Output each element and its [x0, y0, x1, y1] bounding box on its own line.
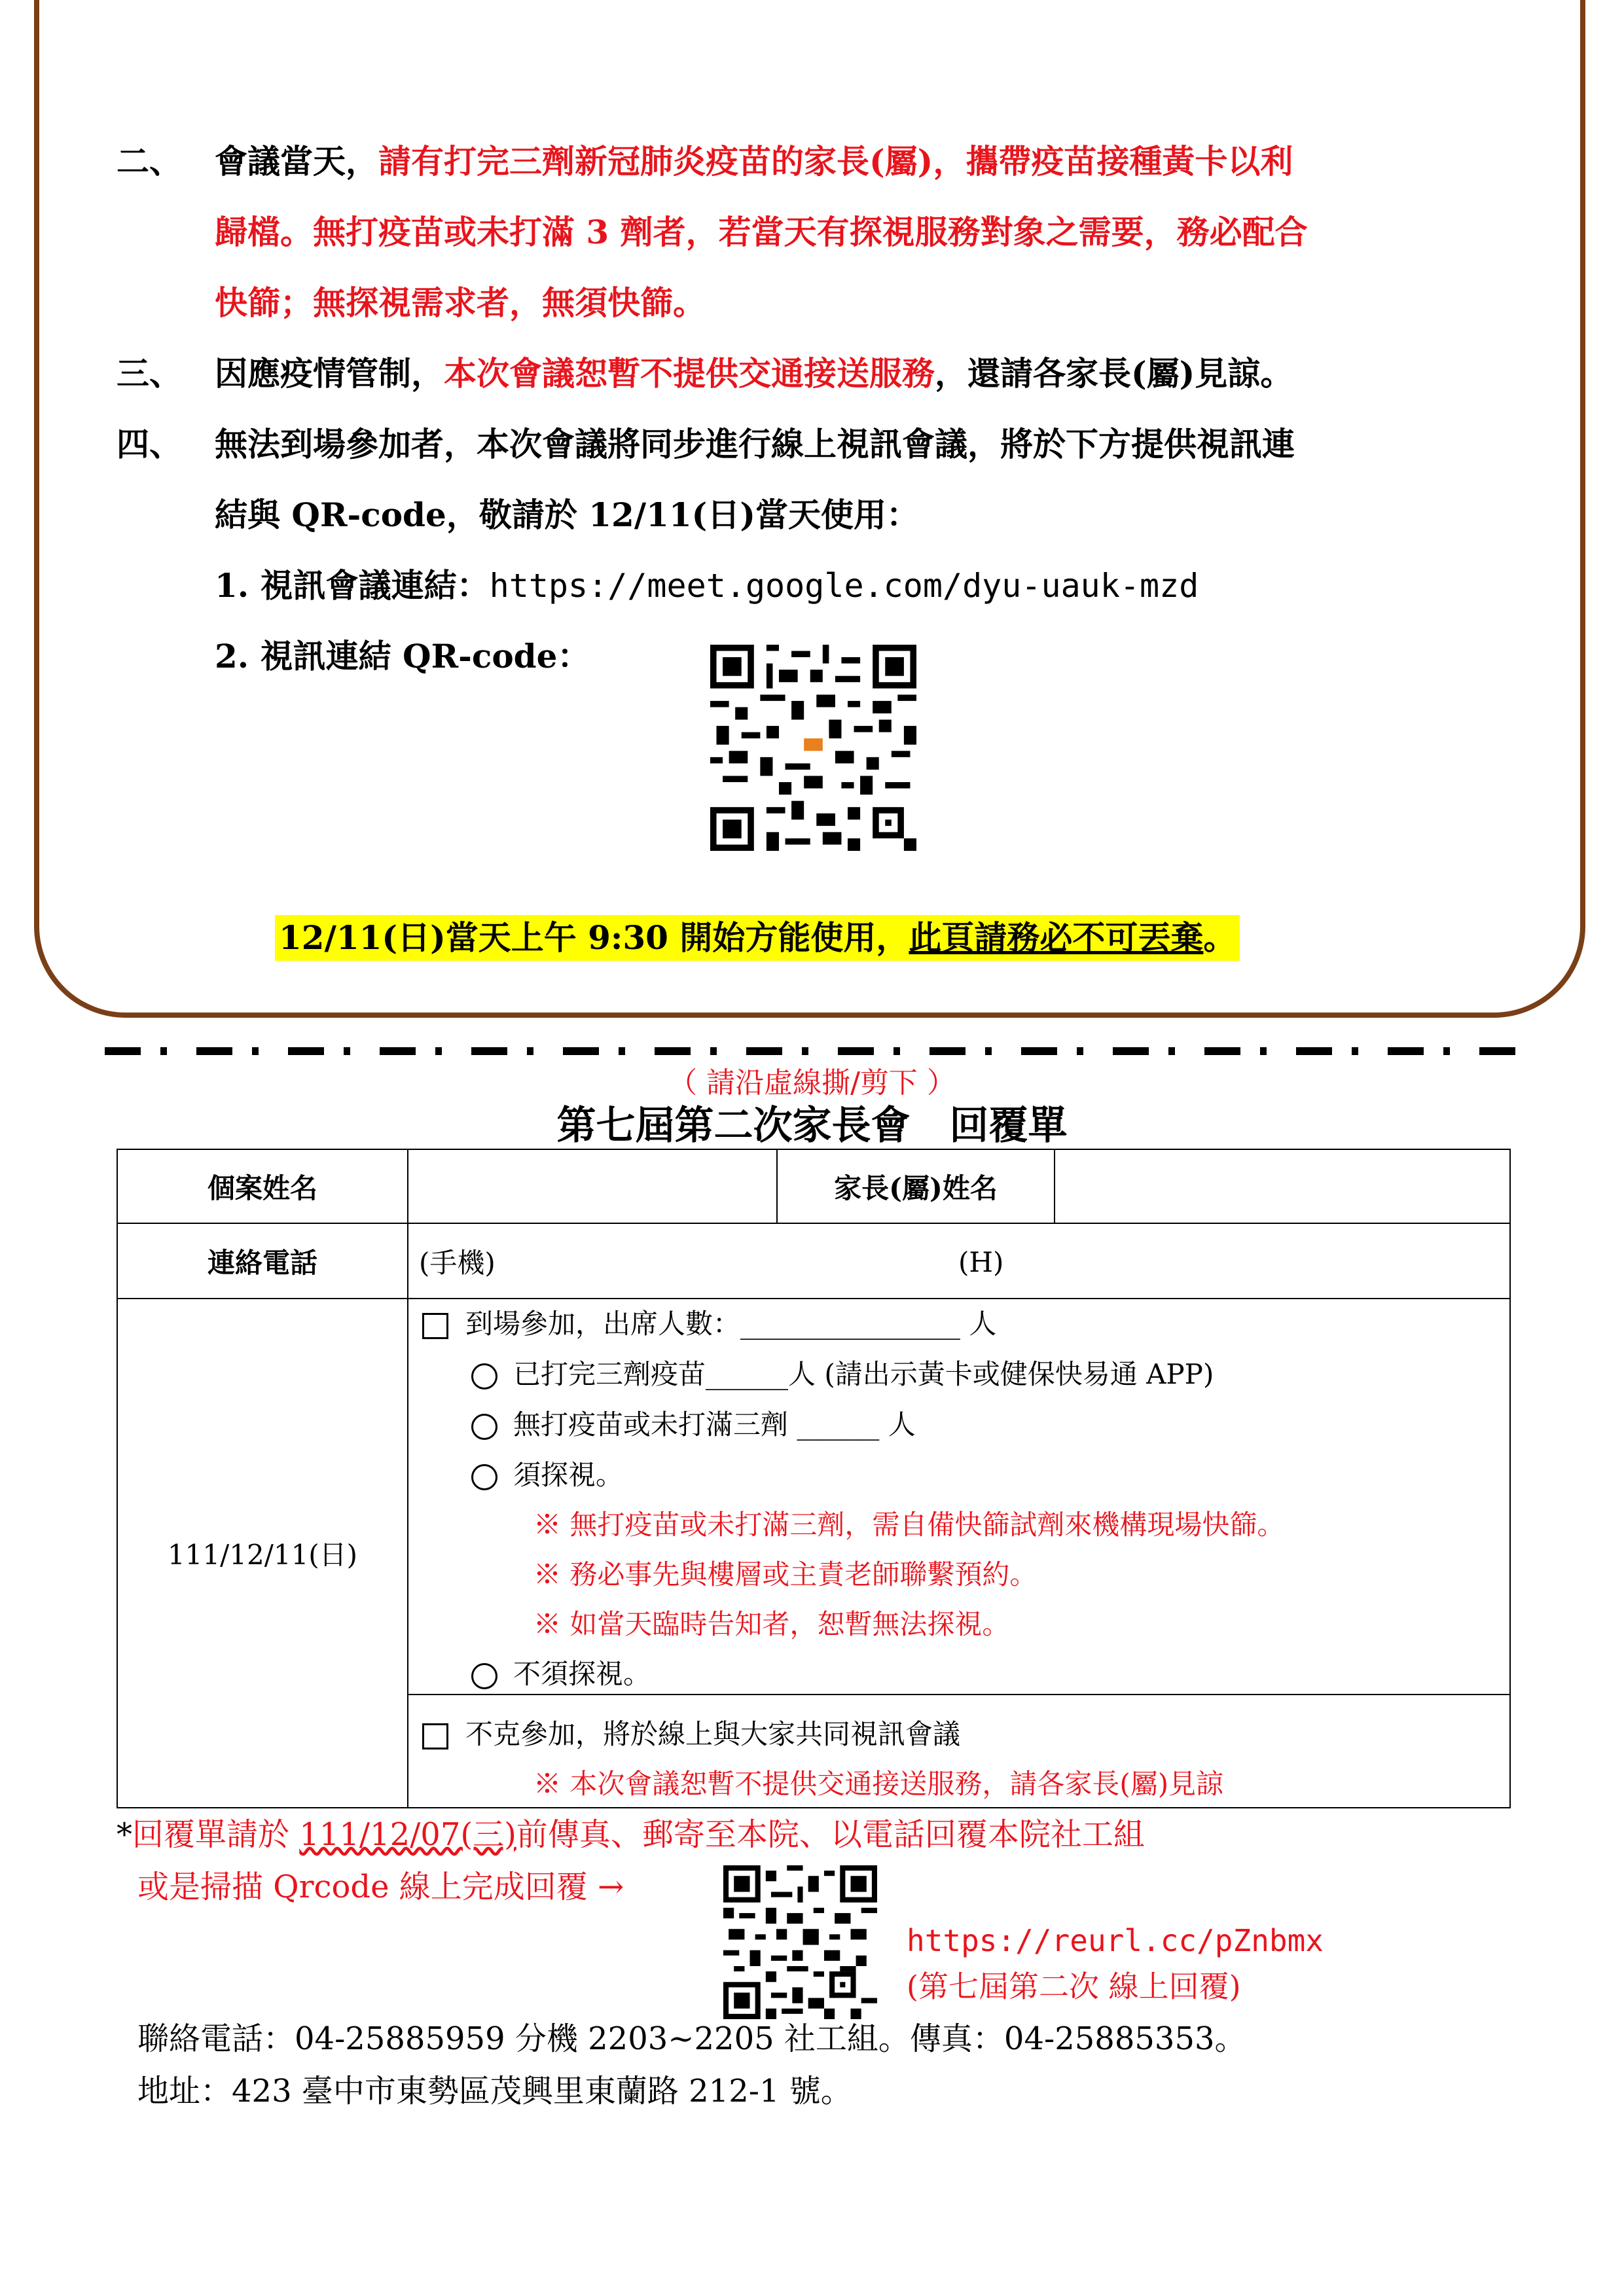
visit-radio[interactable] — [471, 1464, 497, 1490]
phone-field[interactable] — [408, 1223, 1510, 1299]
contact-info: 聯絡電話：04-25885959 分機 2203~2205 社工組。傳真：04-25885353。 — [137, 2020, 1246, 2057]
not-vaccinated-option[interactable] — [471, 1405, 916, 1444]
no-visit-option[interactable] — [471, 1655, 651, 1694]
case-name-field[interactable] — [408, 1149, 777, 1223]
visit-note-2: ※ 務必事先與樓層或主責老師聯繫預約。 — [533, 1558, 1038, 1590]
parent-name-field[interactable] — [1055, 1149, 1510, 1223]
date-label: 111/12/11(日) — [117, 1299, 408, 1808]
item3-line — [215, 351, 1293, 397]
case-name-label: 個案姓名 — [117, 1149, 408, 1223]
reply-qr-code-icon[interactable] — [723, 1865, 877, 2019]
decline-checkbox[interactable] — [422, 1723, 448, 1749]
item2-line3: 快篩；無探視需求者，無須快篩。 — [215, 283, 706, 322]
mobile-label: (手機) — [419, 1246, 496, 1279]
item3-number: 三、 — [117, 354, 182, 393]
highlight-text: 12/11(日)當天上午 9:30 開始方能使用， — [279, 918, 909, 957]
reply-line1-a: 回覆單請於 — [132, 1816, 300, 1853]
reply-deadline: 111/12/07(三) — [299, 1816, 516, 1853]
cut-line — [105, 1047, 1525, 1055]
reply-line1-b: 前傳真、郵寄至本院、以電話回覆本院社工組 — [516, 1816, 1145, 1853]
no-visit-radio[interactable] — [471, 1663, 497, 1689]
highlight-note — [275, 915, 1240, 961]
item2-number: 二、 — [117, 142, 182, 181]
no-visit-text: 不須探視。 — [513, 1658, 651, 1690]
vaccinated-radio[interactable] — [471, 1363, 497, 1390]
vaccinated-option[interactable] — [471, 1355, 1214, 1394]
item4-sub1 — [215, 563, 1199, 609]
vaccinated-text: 已打完三劑疫苗______人 (請出示黃卡或健保快易通 APP) — [513, 1358, 1214, 1390]
not-vaccinated-text: 無打疫苗或未打滿三劑 ______ 人 — [513, 1408, 916, 1441]
item3-red: 本次會議恕暫不提供交通接送服務 — [444, 354, 935, 393]
item4-number: 四、 — [117, 425, 182, 463]
attend-option[interactable] — [422, 1304, 996, 1344]
item3-tail: ，還請各家長(屬)見諒。 — [935, 354, 1293, 393]
phone-label: 連絡電話 — [117, 1223, 408, 1299]
meet-link-label: 1. 視訊會議連結： — [215, 566, 490, 605]
reply-url[interactable]: https://reurl.cc/pZnbmx — [907, 1923, 1324, 1958]
reply-instruction-line2: 或是掃描 Qrcode 線上完成回覆 → — [137, 1869, 624, 1905]
meet-qr-code-icon[interactable] — [710, 645, 916, 851]
attend-text: 到場參加，出席人數：________________ 人 — [465, 1308, 997, 1340]
visit-note-1: ※ 無打疫苗或未打滿三劑，需自備快篩試劑來機構現場快篩。 — [533, 1509, 1285, 1541]
item4-line2: 結與 QR-code，敬請於 12/11(日)當天使用： — [215, 495, 919, 534]
item2-lead: 會議當天， — [215, 142, 378, 181]
decline-text: 不克參加，將於線上與大家共同視訊會議 — [465, 1718, 961, 1750]
not-vaccinated-radio[interactable] — [471, 1414, 497, 1440]
parent-name-label: 家長(屬)姓名 — [777, 1149, 1055, 1223]
attend-checkbox[interactable] — [422, 1313, 448, 1339]
item3-lead: 因應疫情管制， — [215, 354, 444, 393]
cut-instruction: （ 請沿虛線撕/剪下 ） — [668, 1066, 956, 1100]
decline-note: ※ 本次會議恕暫不提供交通接送服務，請各家長(屬)見諒 — [533, 1768, 1224, 1800]
reply-caption: (第七屆第二次 線上回覆) — [907, 1969, 1241, 2004]
item4-line1: 無法到場參加者，本次會議將同步進行線上視訊會議，將於下方提供視訊連 — [215, 425, 1295, 463]
item2-line1 — [215, 139, 1293, 185]
highlight-end: 。 — [1203, 918, 1236, 957]
home-label: (H) — [958, 1246, 1004, 1278]
visit-text: 須探視。 — [513, 1459, 624, 1491]
visit-option[interactable] — [471, 1456, 623, 1495]
reply-form-table — [117, 1149, 1511, 1808]
item2-line1-red: 請有打完三劑新冠肺炎疫苗的家長(屬)，攜帶疫苗接種黃卡以利 — [378, 142, 1293, 181]
item4-sub2: 2. 視訊連結 QR-code： — [215, 637, 590, 675]
decline-option[interactable] — [422, 1715, 960, 1754]
form-title: 第七屆第二次家長會 回覆單 — [556, 1103, 1068, 1149]
highlight-underlined: 此頁請務必不可丟棄 — [909, 918, 1204, 957]
reply-instruction-line1 — [117, 1812, 1145, 1857]
meet-link[interactable]: https://meet.google.com/dyu-uauk-mzd — [489, 567, 1199, 605]
star-mark: * — [117, 1816, 132, 1853]
visit-note-3: ※ 如當天臨時告知者，恕暫無法探視。 — [533, 1608, 1010, 1640]
item2-line2: 歸檔。無打疫苗或未打滿 3 劑者，若當天有探視服務對象之需要，務必配合 — [215, 213, 1308, 251]
address-info: 地址：423 臺中市東勢區茂興里東蘭路 212-1 號。 — [137, 2073, 852, 2109]
